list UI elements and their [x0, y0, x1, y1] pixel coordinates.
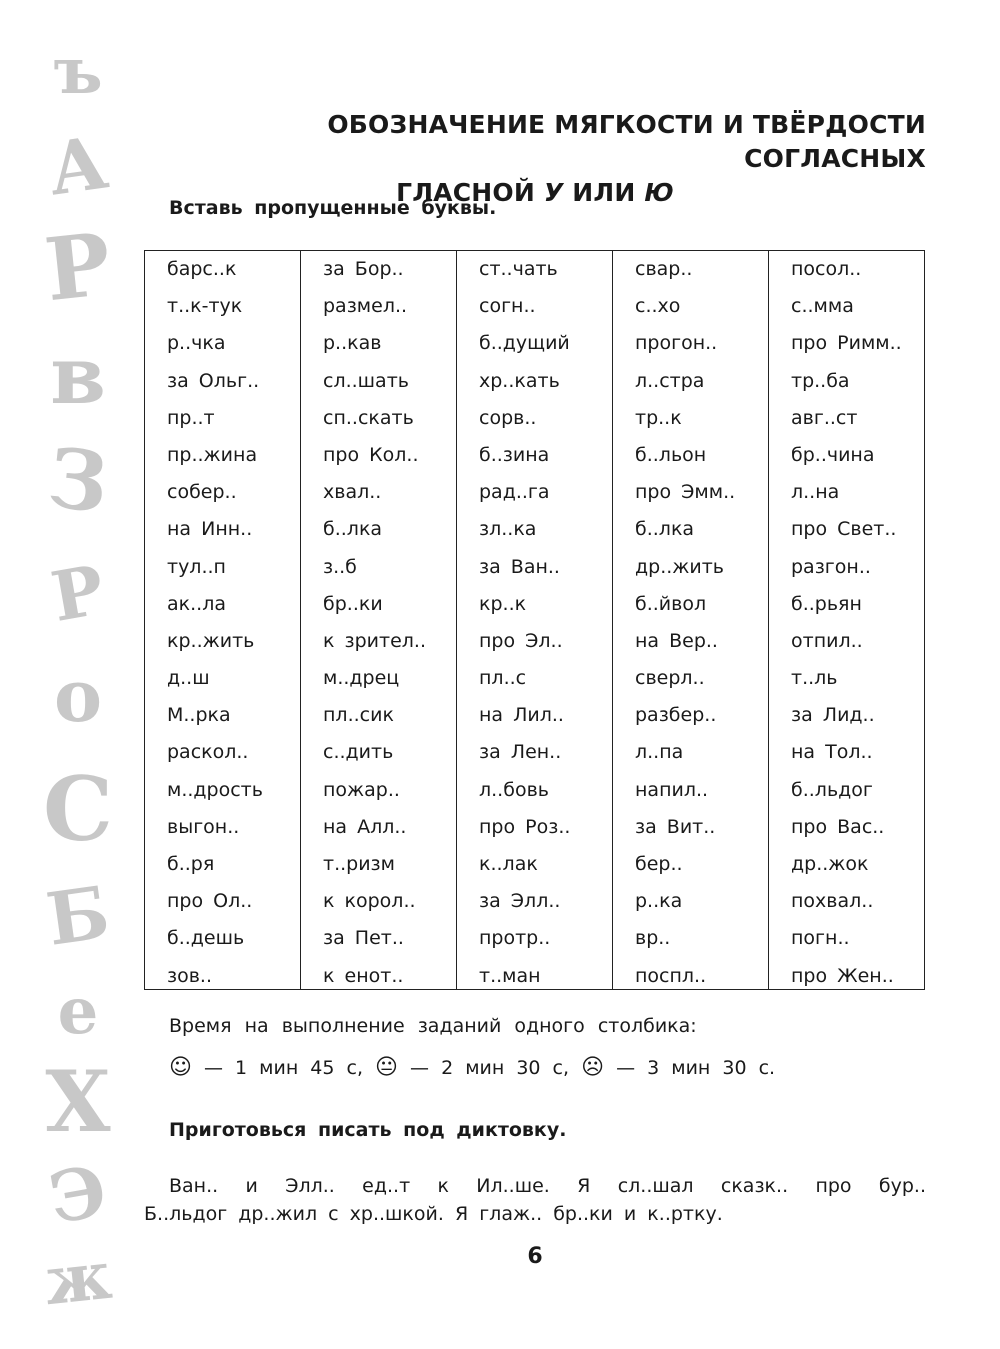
word-cell: пл..с	[479, 667, 527, 690]
neutral-face-icon: 😐	[375, 1055, 398, 1080]
title-letter-yu: Ю	[644, 178, 674, 207]
time-limits	[169, 1055, 775, 1080]
word-cell: погн..	[791, 927, 850, 950]
page-title	[144, 108, 926, 210]
word-cell: про Ол..	[167, 890, 253, 913]
dictation-line-1: Ван.. и Элл.. ед..т к Ил..ше. Я сл..шал сказк.. про бур..	[169, 1175, 926, 1197]
word-cell: за Лен..	[479, 741, 562, 764]
word-cell: б..дущий	[479, 332, 570, 355]
word-cell: отпил..	[791, 629, 863, 652]
word-cell: тр..к	[635, 406, 682, 429]
word-cell: зл..ка	[479, 518, 537, 541]
word-cell: др..жок	[791, 853, 869, 875]
word-cell: хвал..	[323, 481, 382, 504]
word-cell: собер..	[167, 481, 237, 504]
dictation-line-2: Б..льдог др..жил с хр..шкой. Я глаж.. бр..ки и к..ртку.	[144, 1203, 723, 1225]
word-cell: про Римм..	[791, 332, 902, 355]
word-table	[144, 250, 925, 990]
page-number: 6	[527, 1244, 543, 1269]
title-conj: ИЛИ	[572, 178, 636, 207]
word-cell: т..ман	[479, 964, 541, 987]
deco-letter: Р	[40, 213, 116, 322]
word-cell: авг..ст	[791, 406, 858, 429]
time-limit-label: Время на выполнение заданий одного столбика:	[169, 1015, 697, 1037]
word-cell: бер..	[635, 853, 683, 875]
word-column-3	[457, 251, 613, 989]
word-cell: сп..скать	[323, 406, 414, 429]
word-cell: б..йвол	[635, 592, 707, 615]
word-cell: за Вит..	[635, 815, 716, 838]
word-cell: про Свет..	[791, 518, 897, 541]
deco-letter: А	[42, 119, 113, 212]
deco-letter: в	[50, 328, 106, 422]
word-cell: протр..	[479, 927, 551, 950]
word-cell: зов..	[167, 964, 213, 987]
word-cell: ст..чать	[479, 258, 558, 280]
word-cell: р..ка	[635, 890, 683, 913]
word-column-4	[613, 251, 769, 989]
word-column-5	[769, 251, 924, 989]
word-cell: с..дить	[323, 741, 394, 764]
deco-letter: о	[53, 653, 103, 738]
deco-letter: Э	[43, 1148, 113, 1241]
deco-letter: Р	[45, 550, 111, 638]
exercise-instruction: Вставь пропущенные буквы.	[169, 197, 497, 219]
word-cell: к корол..	[323, 890, 416, 913]
title-line-1: ОБОЗНАЧЕНИЕ МЯГКОСТИ И ТВЁРДОСТИ СОГЛАСНЫХ	[327, 110, 926, 173]
word-cell: р..чка	[167, 332, 226, 355]
word-cell: свар..	[635, 258, 693, 280]
word-cell: б..лка	[323, 518, 383, 541]
word-cell: согн..	[479, 295, 536, 318]
word-cell: л..па	[635, 741, 684, 764]
word-cell: к зрител..	[323, 629, 427, 652]
word-cell: на Тол..	[791, 741, 873, 764]
word-column-1	[145, 251, 301, 989]
word-cell: за Ван..	[479, 555, 560, 578]
title-letter-u: У	[543, 178, 564, 207]
smile-icon: ☺	[169, 1055, 192, 1080]
word-cell: л..на	[791, 481, 840, 504]
time-limit-medium: — 2 мин 30 с,	[410, 1057, 570, 1079]
word-cell: про Вас..	[791, 815, 885, 838]
word-cell: л..бовь	[479, 778, 549, 801]
deco-letter: ж	[40, 1235, 116, 1321]
word-cell: бр..чина	[791, 443, 875, 466]
word-cell: т..ризм	[323, 853, 395, 875]
word-cell: т..ль	[791, 667, 838, 690]
word-cell: поспл..	[635, 964, 707, 987]
dictation-instruction: Приготовься писать под диктовку.	[169, 1119, 567, 1141]
word-cell: на Вер..	[635, 629, 718, 652]
word-cell: сорв..	[479, 406, 537, 429]
word-cell: кр..жить	[167, 629, 255, 652]
word-cell: ак..ла	[167, 592, 226, 615]
deco-letter: ъ	[53, 34, 103, 109]
word-cell: м..дрость	[167, 778, 263, 801]
word-cell: на Лил..	[479, 704, 564, 727]
word-cell: выгон..	[167, 815, 240, 838]
word-cell: пл..сик	[323, 704, 394, 727]
word-cell: б..дешь	[167, 927, 245, 950]
word-cell: б..лка	[635, 518, 695, 541]
word-cell: похвал..	[791, 890, 874, 913]
word-cell: про Роз..	[479, 815, 571, 838]
word-cell: сл..шать	[323, 369, 409, 392]
word-cell: б..зина	[479, 443, 550, 466]
word-cell: т..к-тук	[167, 295, 243, 318]
word-cell: про Кол..	[323, 443, 419, 466]
word-cell: про Эмм..	[635, 481, 736, 504]
word-cell: напил..	[635, 778, 709, 801]
word-cell: б..рьян	[791, 592, 862, 615]
deco-letter: С	[42, 757, 114, 861]
deco-letter: Х	[45, 1052, 111, 1151]
word-cell: разбер..	[635, 704, 717, 727]
word-cell: за Ольг..	[167, 369, 260, 392]
dictation-text	[144, 1172, 926, 1228]
time-limit-fast: — 1 мин 45 с,	[203, 1057, 363, 1079]
word-cell: б..льон	[635, 443, 707, 466]
deco-letter: е	[57, 974, 99, 1049]
word-cell: м..дрец	[323, 667, 400, 690]
word-cell: прогон..	[635, 332, 718, 355]
word-cell: кр..к	[479, 592, 527, 615]
word-cell: бр..ки	[323, 592, 383, 615]
deco-letter: Б	[41, 869, 115, 962]
word-cell: л..стра	[635, 369, 705, 392]
word-cell: б..ря	[167, 853, 215, 875]
time-limit-slow: — 3 мин 30 с.	[616, 1057, 776, 1079]
word-cell: б..льдог	[791, 778, 873, 801]
word-cell: за Пет..	[323, 927, 404, 950]
deco-letter: З	[43, 430, 113, 532]
word-cell: раскол..	[167, 741, 249, 764]
word-cell: пр..жина	[167, 443, 258, 466]
word-cell: про Жен..	[791, 964, 894, 987]
word-cell: за Лид..	[791, 704, 875, 727]
title-prefix: ГЛАСНОЙ	[396, 178, 535, 207]
word-cell: хр..кать	[479, 369, 560, 392]
frown-icon: ☹	[581, 1055, 605, 1080]
word-cell: барс..к	[167, 258, 237, 280]
word-cell: на Алл..	[323, 815, 407, 838]
word-cell: тул..п	[167, 555, 226, 578]
word-cell: с..хо	[635, 295, 681, 318]
word-cell: за Бор..	[323, 258, 404, 280]
word-cell: про Эл..	[479, 629, 563, 652]
word-cell: к енот..	[323, 964, 404, 987]
word-cell: с..мма	[791, 295, 854, 318]
word-cell: д..ш	[167, 667, 210, 690]
word-cell: р..кав	[323, 332, 382, 355]
word-cell: тр..ба	[791, 369, 850, 392]
decorative-alphabet-strip	[28, 30, 128, 1330]
word-cell: вр..	[635, 927, 671, 950]
word-cell: др..жить	[635, 555, 725, 578]
word-cell: на Инн..	[167, 518, 253, 541]
word-cell: сверл..	[635, 667, 705, 690]
word-cell: размел..	[323, 295, 408, 318]
word-cell: з..б	[323, 555, 357, 578]
word-cell: к..лак	[479, 853, 538, 875]
word-cell: М..рка	[167, 704, 231, 727]
word-cell: рад..га	[479, 481, 550, 504]
word-cell: разгон..	[791, 555, 871, 578]
word-cell: за Элл..	[479, 890, 561, 913]
word-column-2	[301, 251, 457, 989]
word-cell: посол..	[791, 258, 862, 280]
word-cell: пожар..	[323, 778, 400, 801]
word-cell: пр..т	[167, 406, 215, 429]
